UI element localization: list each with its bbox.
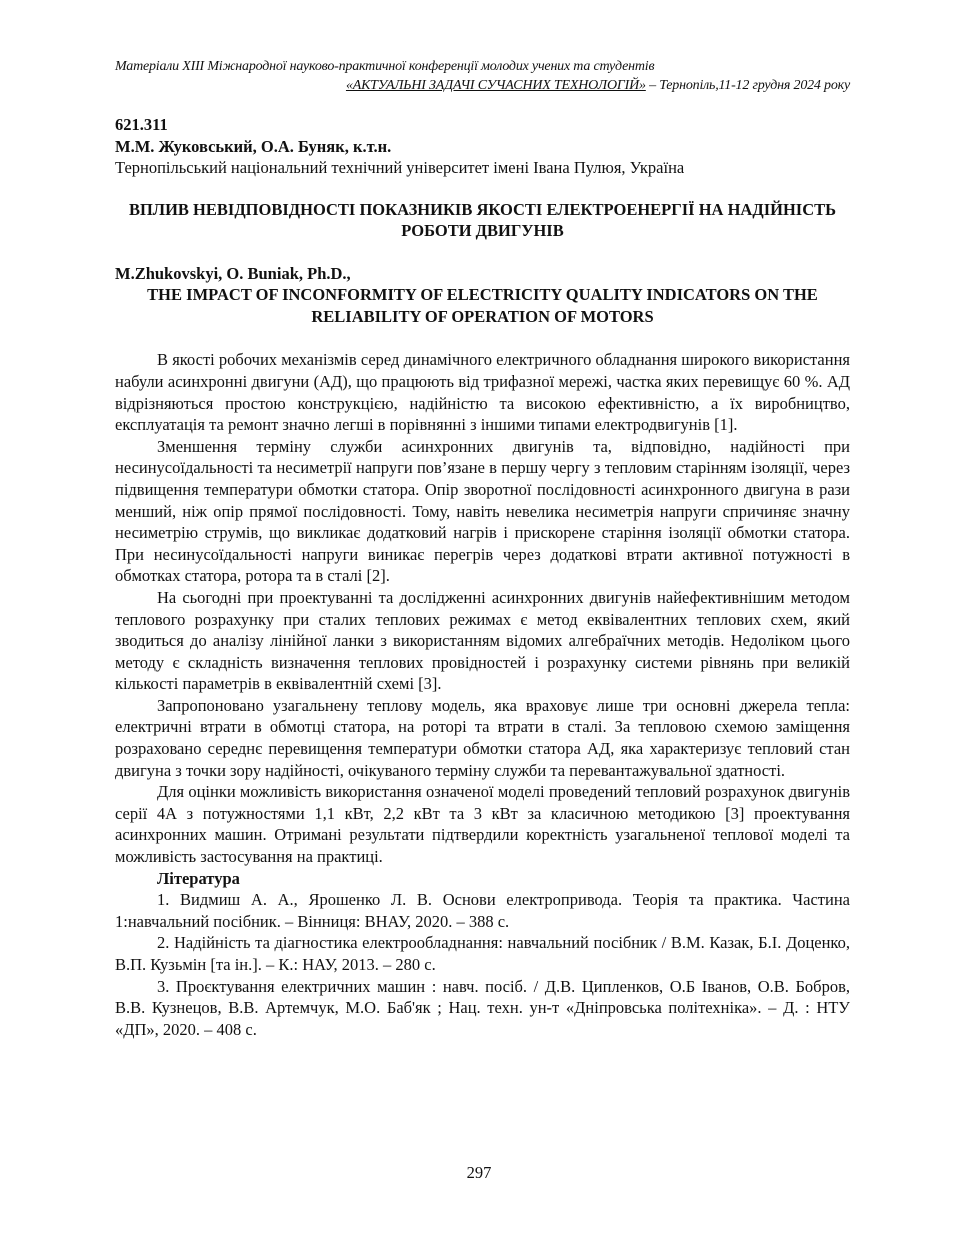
- reference-item: 2. Надійність та діагностика електрообладнання: навчальний посібник / В.М. Казак, Б.І. Доценко, В.П. Кузьмін [та ін.]. – К.: НАУ, 2013. – 280 с.: [115, 933, 850, 974]
- authors-ua: М.М. Жуковський, О.А. Буняк, к.т.н.: [115, 136, 392, 156]
- paragraph: В якості робочих механізмів серед динамічного електричного обладнання широкого використання набули асинхронні двигуни (АД), що працюють від трифазної мережі, частка яких перевищує 60 %. АД відрізняються простою конструкцією, надійністю та високою ефективністю, а їх виробництво, експлуатація та ремонт значно легші в порівнянні з іншими типами електродвигунів [1].: [115, 350, 850, 435]
- paragraph: На сьогодні при проектуванні та дослідженні асинхронних двигунів найефективнішим методом теплового розрахунку при сталих теплових режимах є метод еквівалентних теплових схем, який зводиться до аналізу лінійної ланки з використанням відомих алгебраїчних методів. Недоліком цього методу є складність визначення теплових провідностей і розрахунку системи рівнянь при великій кількості параметрів в еквівалентній схемі [3].: [115, 587, 850, 694]
- running-header: [115, 57, 850, 95]
- affiliation: Тернопільський національний технічний університет імені Івана Пулюя, Україна: [115, 158, 685, 178]
- conference-title: «АКТУАЛЬНІ ЗАДАЧІ СУЧАСНИХ ТЕХНОЛОГІЙ»: [345, 78, 646, 93]
- paragraph: Зменшення терміну служби асинхронних двигунів та, відповідно, надійності при несинусоїдальності та несиметрії напруги пов’язане в першу чергу з тепловим старінням ізоляції, через підвищення температури обмотки статора. Опір зворотної послідовності асинхронного двигуна в рази менший, ніж опір прямої послідовності. Тому, навіть невелика несиметрія напруги спричиняє значну несиметрію струмів, що викликає додатковий нагрів і прискорене старіння ізоляції обмотки статора. При несинусоїдальності напруги виникає перегрів через додаткові втрати активної потужності в обмотках статора, ротора та в сталі [2].: [115, 436, 850, 586]
- conference-place-date: – Тернопіль,11-12 грудня 2024 року: [645, 78, 850, 93]
- conference-line: Матеріали XIII Міжнародної науково-практичної конференції молодих учених та студентів: [115, 59, 655, 74]
- reference-item: 1. Видмиш А. А., Ярошенко Л. В. Основи електропривода. Теорія та практика. Частина 1:навчальний посібник. – Вінниця: ВНАУ, 2020. – 388 с.: [115, 890, 850, 931]
- reference-item: 3. Проєктування електричних машин : навч. посіб. / Д.В. Ципленков, О.Б Іванов, О.В. Бобров, В.В. Кузнецов, В.В. Артемчук, М.О. Баб'як ; Нац. техн. ун-т «Дніпровська політехніка». – Д. : НТУ «ДП», 2020. – 408 с.: [115, 976, 850, 1039]
- literature-heading: Література: [157, 868, 240, 888]
- authors-en: M.Zhukovskyi, O. Buniak, Ph.D.,: [115, 263, 351, 283]
- paragraph: Запропоновано узагальнену теплову модель, яка враховує лише три основні джерела тепла: електричні втрати в обмотці статора, на роторі та втрати в сталі. За тепловою схемою заміщення розраховано середнє перевищення температури обмотки статора АД, яка характеризує тепловий стан двигуна з точки зору надійності, очікуваного терміну служби та перевантажувальної здатності.: [115, 695, 850, 780]
- article-body: [115, 349, 850, 1040]
- conference-title-line: [115, 76, 850, 95]
- title-ua: ВПЛИВ НЕВІДПОВІДНОСТІ ПОКАЗНИКІВ ЯКОСТІ ЕЛЕКТРОЕНЕРГІЇ НА НАДІЙНІСТЬ РОБОТИ ДВИГУНІВ: [128, 199, 837, 241]
- title-en: THE IMPACT OF INCONFORMITY OF ELECTRICITY QUALITY INDICATORS ON THE RELIABILITY OF OPERATION OF MOTORS: [147, 285, 818, 326]
- udc-code: 621.311: [115, 115, 168, 134]
- paragraph: Для оцінки можливість використання означеної моделі проведений тепловий розрахунок двигунів серії 4А з потужностями 1,1 кВт, 2,2 кВт та 3 кВт за класичною методикою [3] проектування асинхронних машин. Отримані результати підтвердили коректність узагальненої теплової моделі та можливість застосування на практиці.: [115, 782, 850, 867]
- page-number: 297: [466, 1163, 492, 1182]
- article: [115, 114, 850, 1040]
